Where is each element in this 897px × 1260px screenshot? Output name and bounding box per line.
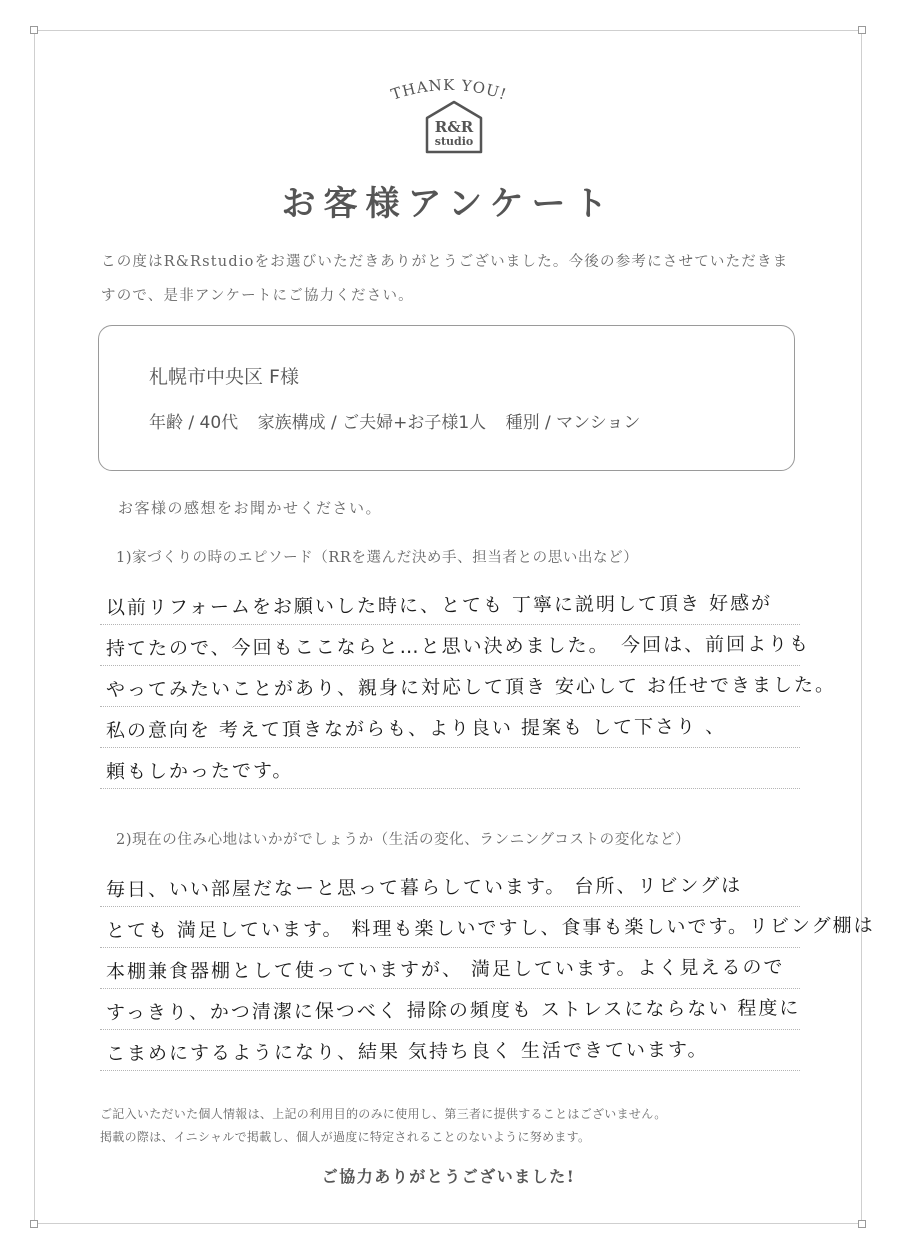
answer-line	[100, 707, 800, 748]
logo-sub-text: studio	[434, 135, 474, 148]
answer-line	[100, 625, 811, 666]
intro-text: この度はR&Rstudioをお選びいただきありがとうございました。今後の参考にさせていただきますので、是非アンケートにご協力ください。	[101, 254, 789, 304]
handwritten-text: すっきり、かつ清潔に保つべく 掃除の頻度も ストレスにならない 程度に	[105, 997, 801, 1024]
question-1-label: 1)家づくりの時のエピソード（RRを選んだ決め手、担当者との思い出など）	[116, 550, 639, 566]
privacy-note-line: 掲載の際は、イニシャルで掲載し、個人が過度に特定されることのないように努めます。	[100, 1130, 591, 1144]
handwritten-text: やってみたいことがあり、親身に対応して頂き 安心して お任せできました。	[105, 673, 837, 701]
customer-age: 年齢 / 40代	[149, 413, 239, 433]
answer-line	[100, 584, 800, 625]
answer-line	[100, 989, 800, 1030]
customer-info-box	[98, 325, 795, 471]
handwritten-text: 頼もしかったです。	[105, 759, 294, 783]
corner-mark-bottom-right	[858, 1220, 866, 1228]
handwritten-text: 毎日、いい部屋だなーと思って暮らしています。 台所、リビングは	[105, 874, 743, 901]
question-2-label: 2)現在の住み心地はいかがでしょうか（生活の変化、ランニングコストの変化など）	[116, 832, 691, 848]
handwritten-text: こまめにするようになり、結果 気持ち良く 生活できています。	[105, 1038, 709, 1065]
privacy-note-line: ご記入いただいた個人情報は、上記の利用目的のみに使用し、第三者に提供することはございません。	[100, 1107, 667, 1121]
answer-line	[100, 748, 800, 789]
customer-family: 家族構成 / ご夫婦+お子様1人	[257, 413, 487, 433]
survey-prompt: お客様の感想をお聞かせください。	[118, 499, 383, 517]
handwritten-text: 私の意向を 考えて頂きながらも、より良い 提案も して下さり 、	[105, 715, 727, 742]
privacy-note	[100, 1103, 800, 1149]
rr-studio-logo	[423, 100, 485, 154]
handwritten-text: 本棚兼食器棚として使っていますが、 満足しています。よく見えるので	[105, 956, 785, 983]
answer-line	[100, 666, 837, 707]
thank-you-text: THANK YOU!	[388, 75, 509, 104]
page-title: お客様アンケート	[281, 184, 616, 224]
answer-line	[100, 948, 800, 989]
question-1-answer	[100, 584, 837, 789]
handwritten-text: 以前リフォームをお願いした時に、とても 丁寧に説明して頂き 好感が	[105, 592, 773, 619]
answer-line	[100, 866, 800, 907]
corner-mark-top-right	[858, 26, 866, 34]
handwritten-text: とても 満足しています。 料理も楽しいですし、食事も楽しいです。リビング棚は	[105, 914, 875, 942]
corner-mark-top-left	[30, 26, 38, 34]
logo-main-text: R&R	[434, 118, 474, 136]
customer-type: 種別 / マンション	[505, 413, 641, 433]
question-2-answer	[100, 866, 875, 1071]
customer-name: 札幌市中央区 F様	[149, 366, 299, 388]
customer-details	[149, 408, 654, 433]
answer-line	[100, 907, 875, 948]
answer-line	[100, 1030, 800, 1071]
corner-mark-bottom-left	[30, 1220, 38, 1228]
closing-message: ご協力ありがとうございました!	[321, 1167, 576, 1186]
handwritten-text: 持てたので、今回もここならと…と思い決めました。 今回は、前回よりも	[105, 633, 811, 660]
